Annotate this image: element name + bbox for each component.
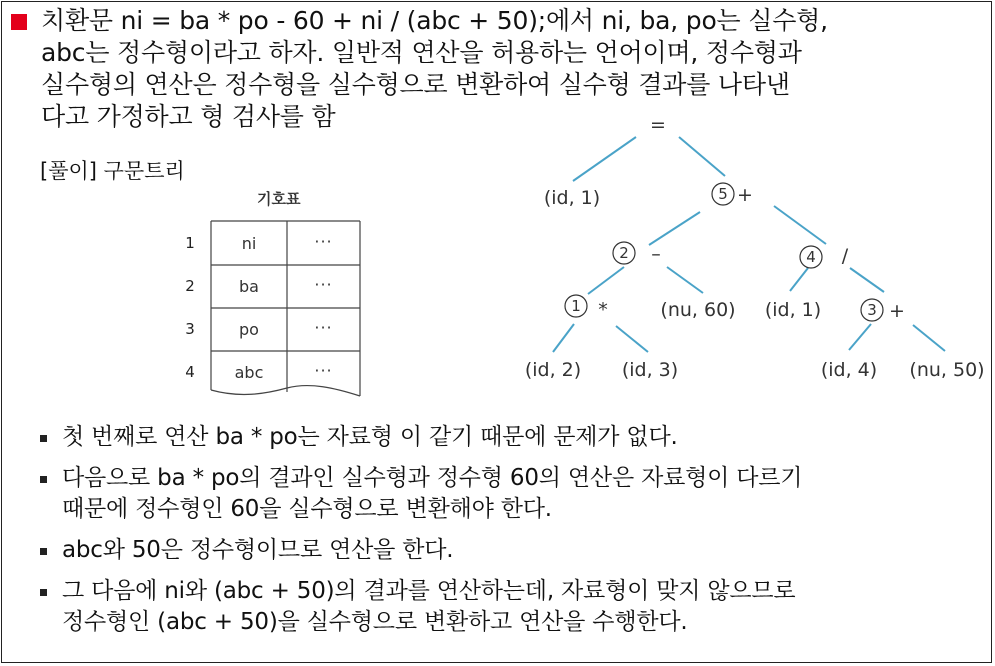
tree-op-plus: + xyxy=(737,184,753,206)
explanation-line: 그 다음에 ni와 (abc + 50)의 결과를 연산하는데, 자료형이 맞지 않으므로 xyxy=(62,578,796,604)
symbol-table-title: 기호표 xyxy=(257,190,301,208)
square-bullet-icon xyxy=(40,548,47,555)
tree-leaf-id2: (id, 2) xyxy=(524,359,582,381)
intro-line: abc는 정수형이라고 하자. 일반적 연산을 허용하는 언어이며, 정수형과 xyxy=(41,38,802,67)
tree-step-number: 4 xyxy=(806,248,816,266)
symbol-info-cell: ··· xyxy=(314,232,333,251)
symbol-row-number: 2 xyxy=(185,277,195,295)
explanation-line: abc와 50은 정수형이므로 연산을 한다. xyxy=(62,537,454,563)
tree-step-number: 2 xyxy=(619,244,629,262)
tree-leaf-id4: (id, 4) xyxy=(820,359,878,381)
symbol-info-cell: ··· xyxy=(314,275,333,294)
tree-op-plus: + xyxy=(889,300,905,322)
explanation-item xyxy=(40,576,985,638)
solution-subheading: [풀이] 구문트리 xyxy=(40,159,185,183)
tree-leaf-id3: (id, 3) xyxy=(621,359,679,381)
symbol-info-cell: ··· xyxy=(314,318,333,337)
tree-step-number: 1 xyxy=(571,297,581,315)
explanation-item xyxy=(40,463,985,525)
symbol-info-cell: ··· xyxy=(314,361,333,380)
square-bullet-icon xyxy=(40,476,47,483)
symbol-name-cell: abc xyxy=(234,363,264,382)
tree-root-assign: = xyxy=(650,114,666,136)
symbol-row-number: 1 xyxy=(185,234,195,252)
tree-step-number: 5 xyxy=(718,185,728,203)
symbol-row-number: 4 xyxy=(185,363,195,381)
explanation-item xyxy=(40,422,985,453)
tree-leaf-id1: (id, 1) xyxy=(543,187,601,209)
explanation-line: 때문에 정수형인 60을 실수형으로 변환해야 한다. xyxy=(62,496,552,522)
tree-op-minus: – xyxy=(651,243,661,265)
symbol-name-cell: po xyxy=(239,320,259,339)
tree-leaf-nu50: (nu, 50) xyxy=(909,359,985,381)
square-bullet-icon xyxy=(40,589,47,596)
symbol-name-cell: ni xyxy=(241,234,257,253)
explanation-line: 첫 번째로 연산 ba * po는 자료형 이 같기 때문에 문제가 없다. xyxy=(62,424,678,450)
tree-op-divide: / xyxy=(841,245,849,267)
intro-line: 다고 가정하고 형 검사를 함 xyxy=(41,102,336,131)
explanation-bullets xyxy=(40,422,985,648)
intro-line: 치환문 ni = ba * po - 60 + ni / (abc + 50);에서 ni, ba, po는 실수형, xyxy=(41,6,828,35)
tree-op-multiply: * xyxy=(598,299,608,321)
symbol-row-number: 3 xyxy=(185,320,195,338)
explanation-line: 정수형인 (abc + 50)을 실수형으로 변환하고 연산을 수행한다. xyxy=(62,609,688,635)
tree-leaf-nu60: (nu, 60) xyxy=(660,299,736,321)
explanation-line: 다음으로 ba * po의 결과인 실수형과 정수형 60의 연산은 자료형이 다르기 xyxy=(62,465,803,491)
explanation-item xyxy=(40,535,985,566)
intro-line: 실수형의 연산은 정수형을 실수형으로 변환하여 실수형 결과를 나타낸 xyxy=(41,70,790,99)
square-bullet-icon xyxy=(40,435,47,442)
tree-step-number: 3 xyxy=(867,301,877,319)
tree-leaf-id1: (id, 1) xyxy=(764,299,822,321)
tree-edges xyxy=(553,137,945,352)
symbol-name-cell: ba xyxy=(239,277,259,296)
